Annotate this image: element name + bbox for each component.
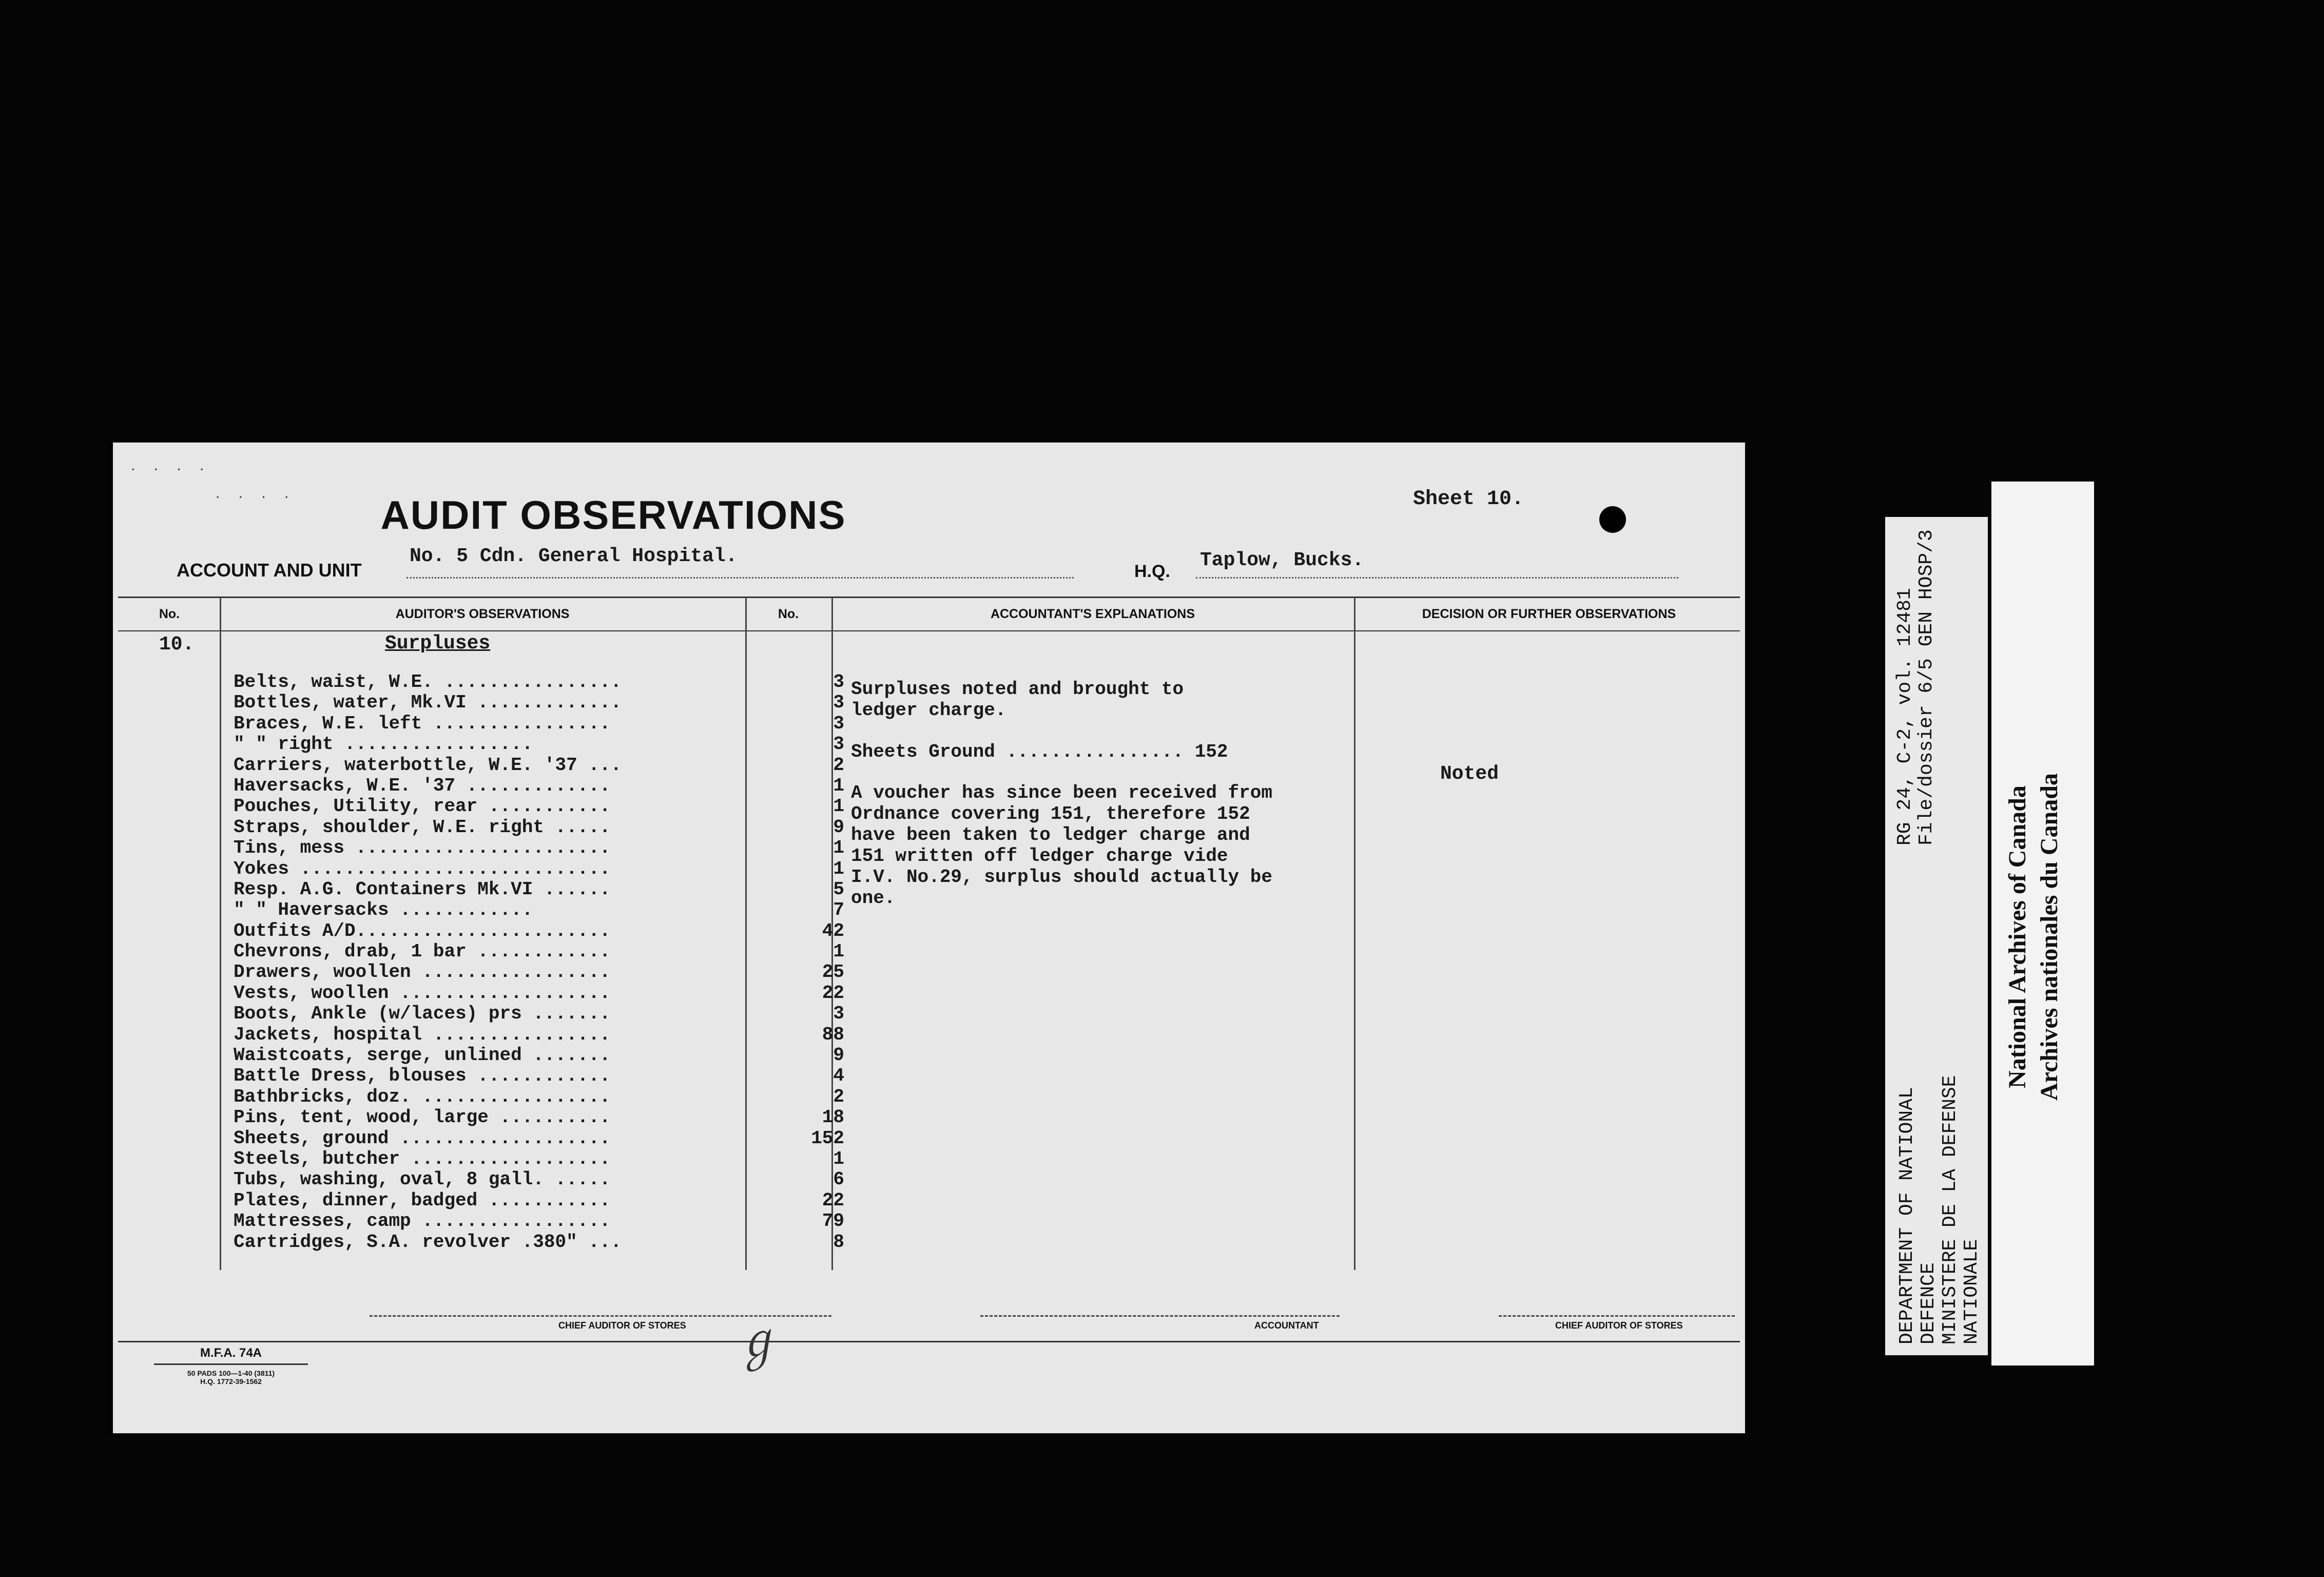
surplus-item-row (234, 817, 844, 837)
section-heading: Surpluses (385, 632, 491, 655)
department-line: DEFENCE (1918, 1262, 1940, 1344)
item-quantity: 3 (833, 692, 844, 713)
surplus-item-row (234, 899, 844, 920)
item-description: Sheets, ground ................... (234, 1127, 611, 1148)
item-quantity: 1 (833, 941, 844, 962)
item-quantity: 1 (833, 1148, 844, 1169)
archives-name-en: National Archives of Canada (2004, 785, 2031, 1088)
item-description: Plates, dinner, badged ........... (234, 1189, 611, 1211)
item-description: Pouches, Utility, rear ........... (234, 796, 611, 817)
hq-label: H.Q. (1134, 562, 1170, 581)
sheet-number: Sheet 10. (1413, 488, 1524, 511)
reference-line: RG 24, C-2, vol. 12481 (1894, 588, 1916, 845)
surplus-item-row (234, 1232, 844, 1252)
archive-reference-card (1885, 517, 1988, 1355)
entry-number: 10. (159, 633, 195, 656)
item-description: Tubs, washing, oval, 8 gall. ..... (234, 1169, 611, 1190)
surplus-item-row (234, 983, 844, 1003)
header-rule (118, 630, 1740, 631)
item-quantity: 3 (833, 734, 844, 755)
archives-stamp-card (1991, 482, 2094, 1366)
reference-line: File/dossier 6/5 GEN HOSP/3 (1915, 529, 1938, 845)
item-description: Straps, shoulder, W.E. right ..... (234, 816, 611, 838)
item-quantity: 25 (822, 961, 844, 983)
surplus-item-row (234, 775, 844, 796)
item-description: Carriers, waterbottle, W.E. '37 ... (234, 754, 622, 775)
paper-specks: . . . . (216, 485, 296, 502)
surplus-items-list (234, 671, 844, 1252)
column-divider (1354, 598, 1355, 1270)
item-quantity: 18 (822, 1107, 844, 1128)
item-quantity: 4 (833, 1065, 844, 1086)
surplus-item-row (234, 1003, 844, 1024)
accountant-sheets-line: Sheets Ground ................ 152 (851, 741, 1228, 762)
item-quantity: 22 (822, 1189, 844, 1211)
item-description: " " right ................. (234, 734, 533, 755)
surplus-item-row (234, 1169, 844, 1189)
form-title: AUDIT OBSERVATIONS (380, 492, 846, 537)
form-number-block (154, 1346, 308, 1386)
column-header-accountant: ACCOUNTANT'S EXPLANATIONS (990, 607, 1195, 621)
surplus-item-row (234, 734, 844, 754)
punch-hole (1599, 506, 1626, 533)
table-bottom-rule (118, 1341, 1740, 1342)
surplus-item-row (234, 1065, 844, 1086)
accountant-explanation: Surpluses noted and brought to ledger charge. (851, 679, 1184, 721)
item-quantity: 1 (833, 775, 844, 796)
surplus-item-row (234, 1024, 844, 1045)
surplus-item-row (234, 961, 844, 982)
column-divider (220, 598, 221, 1270)
item-quantity: 8 (833, 1231, 844, 1252)
table-top-rule (118, 597, 1740, 598)
item-quantity: 79 (822, 1210, 844, 1232)
surplus-item-row (234, 1128, 844, 1148)
item-description: Yokes ............................ (234, 858, 611, 879)
column-header-auditor: AUDITOR'S OBSERVATIONS (395, 607, 570, 621)
surplus-item-row (234, 858, 844, 879)
item-quantity: 3 (833, 713, 844, 734)
hq-underline (1196, 577, 1678, 579)
item-quantity: 7 (833, 899, 844, 920)
item-description: Resp. A.G. Containers Mk.VI ...... (234, 878, 611, 900)
item-description: Cartridges, S.A. revolver .380" ... (234, 1231, 622, 1252)
surplus-item-row (234, 1148, 844, 1169)
form-print-info: 50 PADS 100—1-40 (3811) (187, 1369, 275, 1377)
auditor-signature-label: CHIEF AUDITOR OF STORES (558, 1320, 686, 1331)
surplus-item-row (234, 837, 844, 858)
item-quantity: 22 (822, 982, 844, 1004)
chief-signature-label: CHIEF AUDITOR OF STORES (1555, 1320, 1683, 1331)
item-description: Bottles, water, Mk.VI ............. (234, 692, 622, 713)
accountant-signature-label: ACCOUNTANT (1254, 1320, 1319, 1331)
item-description: Pins, tent, wood, large .......... (234, 1107, 611, 1128)
surplus-item-row (234, 755, 844, 775)
item-description: Braces, W.E. left ................ (234, 713, 611, 734)
surplus-item-row (234, 1045, 844, 1065)
surplus-item-row (234, 1086, 844, 1107)
surplus-item-row (234, 920, 844, 941)
item-description: " " Haversacks ............ (234, 899, 533, 920)
item-description: Boots, Ankle (w/laces) prs ....... (234, 1003, 611, 1024)
account-value: No. 5 Cdn. General Hospital. (410, 545, 738, 567)
item-description: Vests, woollen ................... (234, 982, 611, 1004)
surplus-item-row (234, 1190, 844, 1210)
item-quantity: 9 (833, 816, 844, 838)
column-header-no: No. (159, 607, 180, 621)
item-description: Drawers, woollen ................. (234, 961, 611, 983)
department-line: DEPARTMENT OF NATIONAL (1896, 1087, 1918, 1344)
item-quantity: 152 (811, 1127, 844, 1148)
archives-name-fr: Archives nationales du Canada (2036, 773, 2063, 1101)
item-quantity: 1 (833, 837, 844, 858)
item-description: Belts, waist, W.E. ................ (234, 671, 622, 693)
chief-signature-line (1499, 1315, 1735, 1317)
archives-name (2002, 773, 2065, 1101)
item-quantity: 2 (833, 1086, 844, 1107)
accountant-voucher-note: A voucher has since been received from Ordnance covering 151, therefore 152 have been taken to ledger charge and 151 written off ledger charge vide I.V. No.29, surplus should actually be one. (851, 782, 1272, 909)
audit-form-sheet (113, 443, 1745, 1433)
accountant-signature-line (980, 1315, 1340, 1317)
item-quantity: 6 (833, 1169, 844, 1190)
item-quantity: 42 (822, 920, 844, 941)
surplus-item-row (234, 713, 844, 734)
item-description: Battle Dress, blouses ............ (234, 1065, 611, 1086)
surplus-item-row (234, 692, 844, 713)
form-hq-ref: H.Q. 1772-39-1562 (200, 1377, 262, 1386)
item-description: Bathbricks, doz. ................. (234, 1086, 611, 1107)
item-description: Outfits A/D....................... (234, 920, 611, 941)
paper-specks: . . . . (131, 457, 211, 474)
surplus-item-row (234, 1107, 844, 1127)
item-description: Chevrons, drab, 1 bar ............ (234, 941, 611, 962)
item-description: Mattresses, camp ................. (234, 1210, 611, 1232)
item-description: Tins, mess ....................... (234, 837, 611, 858)
surplus-item-row (234, 941, 844, 961)
file-reference (1894, 529, 1938, 845)
form-number: M.F.A. 74A (154, 1346, 308, 1365)
item-quantity: 5 (833, 878, 844, 900)
item-description: Waistcoats, serge, unlined ....... (234, 1045, 611, 1066)
column-header-decision: DECISION OR FURTHER OBSERVATIONS (1422, 607, 1676, 621)
item-description: Haversacks, W.E. '37 ............. (234, 775, 611, 796)
item-quantity: 3 (833, 1003, 844, 1024)
item-description: Jackets, hospital ................ (234, 1024, 611, 1045)
account-underline (406, 577, 1074, 579)
account-label: ACCOUNT AND UNIT (177, 560, 362, 581)
hq-value: Taplow, Bucks. (1200, 549, 1364, 571)
surplus-item-row (234, 879, 844, 899)
item-description: Steels, butcher .................. (234, 1148, 611, 1169)
item-quantity: 3 (833, 671, 844, 693)
item-quantity: 9 (833, 1045, 844, 1066)
handwritten-initials: ℊ (726, 1310, 785, 1375)
decision-text: Noted (1440, 763, 1499, 785)
item-quantity: 2 (833, 754, 844, 775)
item-quantity: 1 (833, 796, 844, 817)
department-line: NATIONALE (1961, 1239, 1983, 1344)
item-quantity: 88 (822, 1024, 844, 1045)
department-line: MINISTERE DE LA DEFENSE (1939, 1075, 1961, 1344)
department-label (1896, 1075, 1983, 1345)
surplus-item-row (234, 796, 844, 816)
column-header-no-2: No. (778, 607, 799, 621)
item-quantity: 1 (833, 858, 844, 879)
surplus-item-row (234, 671, 844, 692)
surplus-item-row (234, 1210, 844, 1231)
